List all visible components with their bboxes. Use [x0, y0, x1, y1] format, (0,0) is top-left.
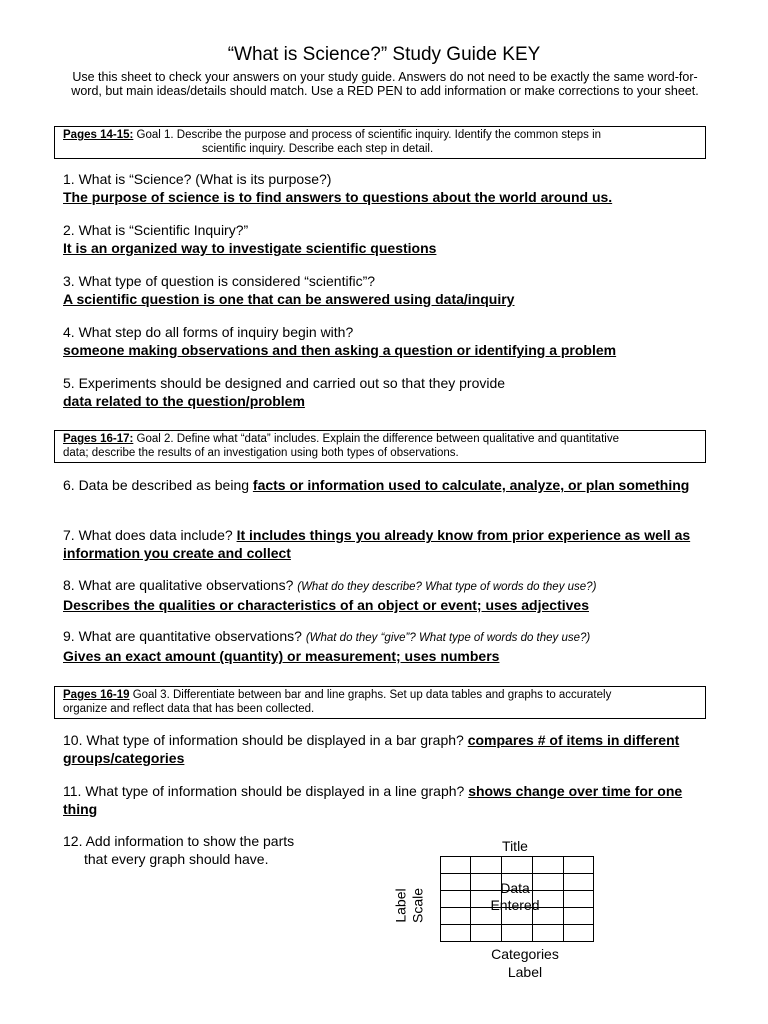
- answer-text: shows change over time for one thing: [63, 783, 683, 817]
- question-text: 11. What type of information should be displayed in a line graph?: [63, 783, 469, 799]
- goal-pages: Pages 16-19: [63, 689, 130, 701]
- answer-text: data related to the question/problem: [63, 393, 305, 409]
- question-7: [63, 526, 713, 562]
- question-12: [63, 832, 363, 868]
- page-title: “What is Science?” Study Guide KEY: [227, 44, 541, 65]
- answer-text: It includes things you already know from prior experience as well as information you create and collect: [63, 527, 691, 561]
- goal-text: Goal 2. Define what “data” includes. Explain the difference between qualitative and quantitative: [133, 433, 619, 445]
- question-3: [63, 272, 713, 308]
- intro-text: Use this sheet to check your answers on your study guide. Answers do not need to be exactly the same word-for-word, but main ideas/details should match. Use a RED PEN to add information or make corrections to your sheet.: [71, 70, 699, 98]
- goal-pages: Pages 16-17:: [63, 433, 134, 445]
- answer-text: facts or information used to calculate, analyze, or plan something: [252, 477, 690, 493]
- graph-data-label: [480, 879, 550, 914]
- goal-text: Goal 1. Describe the purpose and process of scientific inquiry. Identify the common steps in: [133, 129, 602, 141]
- goal-box-2: [54, 430, 706, 463]
- question-text: 9. What are quantitative observations?: [63, 628, 306, 644]
- answer-text: Gives an exact amount (quantity) or measurement; uses numbers: [63, 648, 500, 664]
- question-2: [63, 221, 713, 257]
- answer-text: Describes the qualities or characteristics of an object or event; uses adjectives: [63, 597, 589, 613]
- question-text: 5. Experiments should be designed and carried out so that they provide: [63, 375, 506, 391]
- goal-text-cont: organize and reflect data that has been collected.: [63, 703, 315, 715]
- question-text: 7. What does data include?: [63, 527, 237, 543]
- question-text: 3. What type of question is considered “scientific”?: [63, 273, 376, 289]
- goal-text-cont: scientific inquiry. Describe each step in detail.: [202, 143, 434, 155]
- answer-text: compares # of items in different groups/categories: [63, 732, 680, 766]
- graph-y-scale: Scale: [409, 887, 426, 924]
- goal-text-cont: data; describe the results of an investigation using both types of observations.: [63, 447, 459, 459]
- graph-x-line: Label: [507, 964, 543, 980]
- graph-data-line: Data: [500, 880, 530, 896]
- graph-x-label: [470, 945, 580, 981]
- question-text: 8. What are qualitative observations?: [63, 577, 298, 593]
- question-text: 1. What is “Science? (What is its purpose?): [63, 171, 332, 187]
- answer-text: The purpose of science is to find answers to questions about the world around us.: [63, 189, 613, 205]
- question-text: 12. Add information to show the parts: [63, 833, 295, 849]
- goal-text: Goal 3. Differentiate between bar and line graphs. Set up data tables and graphs to accurately: [129, 689, 612, 701]
- question-note: (What do they describe? What type of words do they use?): [297, 581, 597, 593]
- question-note: (What do they “give”? What type of words do they use?): [305, 632, 591, 644]
- question-9: [63, 627, 713, 665]
- graph-title-label: Title: [502, 838, 528, 854]
- graph-y-label: Label: [392, 888, 409, 923]
- question-text: 6. Data be described as being: [63, 477, 253, 493]
- answer-text: someone making observations and then asking a question or identifying a problem: [63, 342, 617, 358]
- question-6: [63, 476, 713, 494]
- question-1: [63, 170, 713, 206]
- question-11: [63, 782, 713, 818]
- answer-text: A scientific question is one that can be answered using data/inquiry: [63, 291, 515, 307]
- goal-box-1: [54, 126, 706, 159]
- question-text: 10. What type of information should be displayed in a bar graph?: [63, 732, 468, 748]
- goal-box-3: [54, 686, 706, 719]
- graph-data-line: Entered: [490, 897, 540, 913]
- question-10: [63, 731, 713, 767]
- question-5: [63, 374, 713, 410]
- goal-pages: Pages 14-15:: [63, 129, 134, 141]
- question-text: 4. What step do all forms of inquiry begin with?: [63, 324, 354, 340]
- question-8: [63, 576, 713, 614]
- graph-x-line: Categories: [491, 946, 559, 962]
- answer-text: It is an organized way to investigate scientific questions: [63, 240, 437, 256]
- question-text: 2. What is “Scientific Inquiry?”: [63, 222, 249, 238]
- question-4: [63, 323, 713, 359]
- question-text-cont: that every graph should have.: [84, 851, 269, 867]
